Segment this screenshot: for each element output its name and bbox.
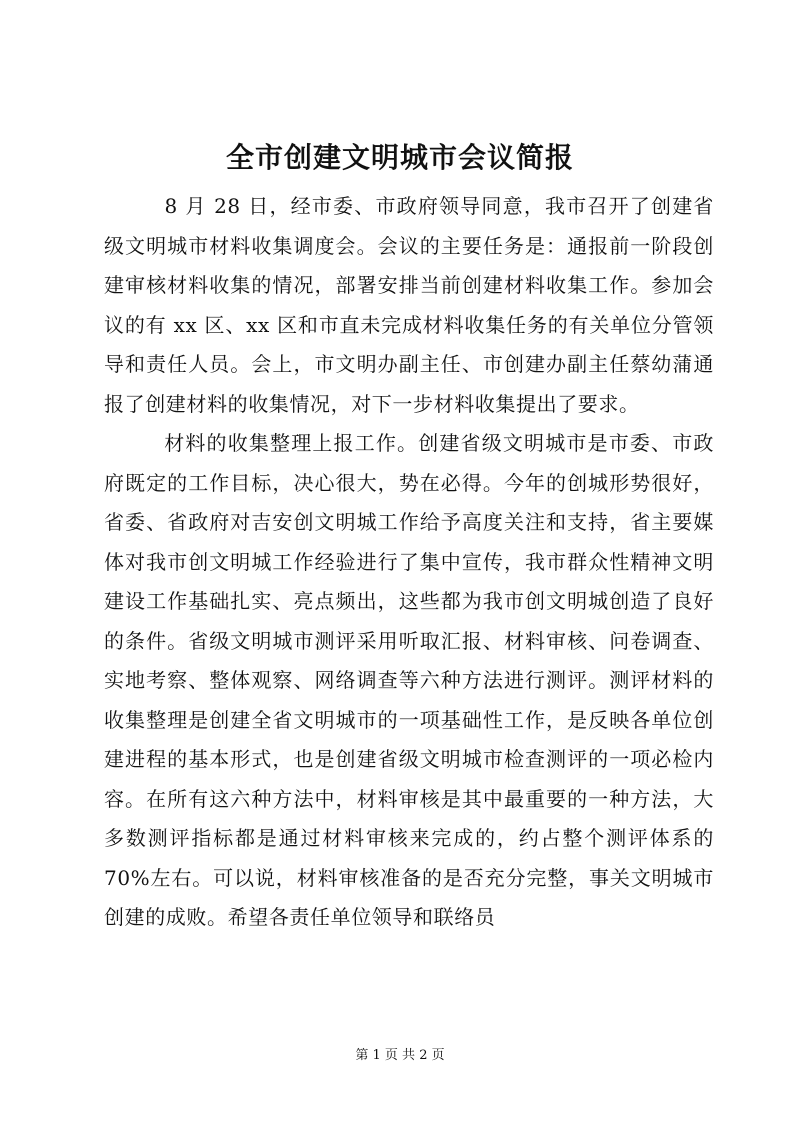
paragraph-1: 8 月 28 日，经市委、市政府领导同意，我市召开了创建省级文明城市材料收集调度会。会议的主要任务是：通报前一阶段创建审核材料收集的情况，部署安排当前创建材料收集工作。参加会议的有 xx 区、xx 区和市直未完成材料收集任务的有关单位分管领导和责任人员。会上，市文明办副主任、市创建办副主任蔡幼蒲通报了创建材料的收集情况，对下一步材料收集提出了要求。 [104,194,714,416]
document-body [104,187,721,938]
page-footer: 第 1 页 共 2 页 [355,1048,445,1063]
paragraph-2: 材料的收集整理上报工作。创建省级文明城市是市委、市政府既定的工作目标，决心很大，势在必得。今年的创城形势很好，省委、省政府对吉安创文明城工作给予高度关注和支持，省主要媒体对我市创文明城工作经验进行了集中宣传，我市群众性精神文明建设工作基础扎实、亮点频出，这些都为我市创文明城创造了良好的条件。省级文明城市测评采用听取汇报、材料审核、问卷调查、实地考察、整体观察、网络调查等六种方法进行测评。测评材料的收集整理是创建全省文明城市的一项基础性工作，是反映各单位创建进程的基本形式，也是创建省级文明城市检查测评的一项必检内容。在所有这六种方法中，材料审核是其中最重要的一种方法，大多数测评指标都是通过材料审核来完成的，约占整个测评体系的 70%左右。可以说，材料审核准备的是否充分完整，事关文明城市创建的成败。希望各责任单位领导和联络员 [104,431,721,929]
document-title: 全市创建文明城市会议简报 [225,141,574,174]
